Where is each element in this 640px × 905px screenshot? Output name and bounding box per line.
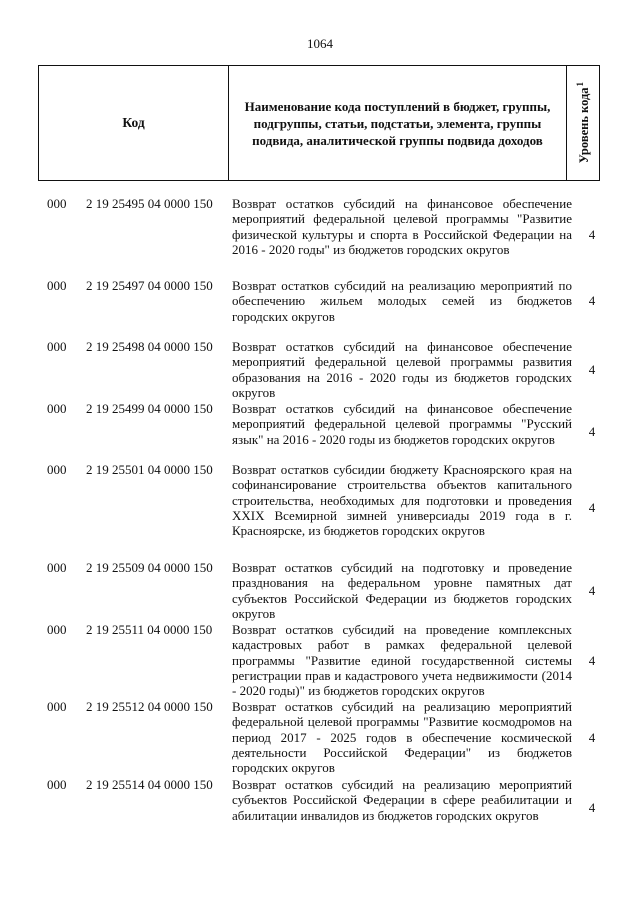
row-prefix: 000 — [47, 462, 67, 477]
row-name: Возврат остатков субсидий на финансовое обеспечение мероприятий федеральной целевой программы развития образования на 2016 - 2020 годы из бюджетов городских округов — [232, 339, 572, 400]
row-level: 4 — [588, 423, 596, 439]
row-level: 4 — [588, 226, 596, 242]
header-level-footnote: 1 — [575, 82, 586, 87]
header-level-rotated — [575, 82, 592, 163]
row-prefix: 000 — [47, 622, 67, 637]
page-number: 1064 — [307, 36, 333, 51]
row-code: 2 19 25499 04 0000 150 — [86, 401, 213, 416]
row-level: 4 — [588, 361, 596, 377]
row-code: 2 19 25501 04 0000 150 — [86, 462, 213, 477]
row-code: 2 19 25509 04 0000 150 — [86, 560, 213, 575]
header-code-column — [39, 66, 229, 180]
table-header — [38, 65, 600, 181]
row-prefix: 000 — [47, 278, 67, 293]
row-code: 2 19 25512 04 0000 150 — [86, 699, 213, 714]
row-code: 2 19 25498 04 0000 150 — [86, 339, 213, 354]
row-name: Возврат остатков субсидий на проведение комплексных кадастровых работ в рамках федеральной целевой программы "Развитие единой государственной системы регистрации прав и кадастрового учета недвижимости (2014 - 2020 годы)" из бюджетов городских округов — [232, 622, 572, 699]
row-code: 2 19 25511 04 0000 150 — [86, 622, 213, 637]
row-code: 2 19 25495 04 0000 150 — [86, 196, 213, 211]
header-level-column — [567, 66, 601, 180]
row-code: 2 19 25514 04 0000 150 — [86, 777, 213, 792]
row-prefix: 000 — [47, 401, 67, 416]
row-level: 4 — [588, 652, 596, 668]
row-name: Возврат остатков субсидий на реализацию мероприятий федеральной целевой программы "Развитие космодромов на период 2017 - 2025 годов в обеспечение космической деятельности Российской Федерации" из бюджетов городских округов — [232, 699, 572, 776]
row-level: 4 — [588, 799, 596, 815]
row-level: 4 — [588, 500, 596, 516]
row-prefix: 000 — [47, 699, 67, 714]
header-name-label: Наименование кода поступлений в бюджет, группы, подгруппы, статьи, подстатьи, элемента, группы подвида, аналитической группы подвида доходов — [244, 98, 551, 148]
row-name: Возврат остатков субсидий на реализацию мероприятий по обеспечению жильем молодых семей из бюджетов городских округов — [232, 278, 572, 324]
row-name: Возврат остатков субсидий на реализацию мероприятий субъектов Российской Федерации в сфере реабилитации и абилитации инвалидов из бюджетов городских округов — [232, 777, 572, 823]
header-code-label: Код — [122, 115, 145, 130]
row-prefix: 000 — [47, 339, 67, 354]
header-name-column — [229, 66, 567, 180]
row-name: Возврат остатков субсидии бюджету Красноярского края на софинансирование строительства объектов капитального строительства, необходимых для подготовки и проведения XXIX Всемирной зимней универсиады 2019 года в г. Красноярске, из бюджетов городских округов — [232, 462, 572, 539]
row-level: 4 — [588, 293, 596, 309]
row-code: 2 19 25497 04 0000 150 — [86, 278, 213, 293]
row-prefix: 000 — [47, 777, 67, 792]
row-name: Возврат остатков субсидий на подготовку и проведение празднования на федеральном уровне памятных дат субъектов Российской Федерации из бюджетов городских округов — [232, 560, 572, 621]
header-level-label: Уровень кода — [577, 87, 592, 164]
row-prefix: 000 — [47, 560, 67, 575]
row-level: 4 — [588, 729, 596, 745]
row-level: 4 — [588, 582, 596, 598]
row-name: Возврат остатков субсидий на финансовое обеспечение мероприятий федеральной целевой программы "Развитие физической культуры и спорта в Российской Федерации на 2016 - 2020 годы" из бюджетов городских округов — [232, 196, 572, 257]
row-name: Возврат остатков субсидий на финансовое обеспечение мероприятий федеральной целевой программы "Русский язык" на 2016 - 2020 годы из бюджетов городских округов — [232, 401, 572, 447]
row-prefix: 000 — [47, 196, 67, 211]
